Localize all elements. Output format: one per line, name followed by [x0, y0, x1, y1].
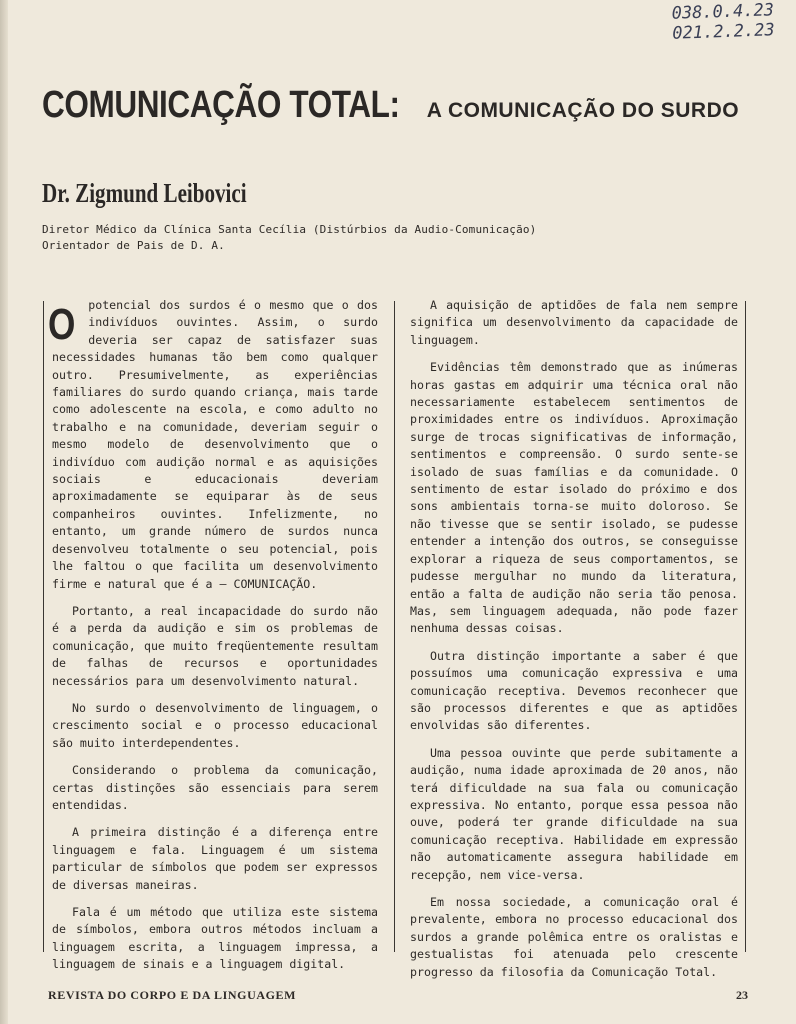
- paragraph: Em nossa sociedade, a comunicação oral é prevalente, embora no processo educacional dos surdos a grande polêmica entre os oralistas e gestualistas foi atenuada pelo crescente progresso da filosofia da Comunicação Total.: [410, 895, 738, 979]
- author-name: Dr. Zigmund Leibovici: [42, 178, 247, 208]
- drop-cap: O: [48, 300, 76, 349]
- paragraph: Fala é um método que utiliza este sistema de símbolos, embora outros métodos incluam a linguagem escrita, a linguagem impressa, a linguagem de sinais e a linguagem digital.: [52, 905, 378, 972]
- paragraph: Considerando o problema da comunicação, certas distinções são essenciais para serem entendidas.: [52, 763, 378, 812]
- center-column-rule: [394, 301, 395, 952]
- affiliation-line-2: Orientador de Pais de D. A.: [42, 239, 225, 252]
- page-number: 23: [736, 988, 748, 1002]
- page-edge: [0, 0, 8, 1024]
- paragraph: A aquisição de aptidões de fala nem sempre significa um desenvolvimento da capacidade de linguagem.: [410, 298, 738, 347]
- paragraph: Uma pessoa ouvinte que perde subitamente a audição, numa idade aproximada de 20 anos, não terá dificuldade na sua fala ou comunicação expressiva. No entanto, porque essa pessoa não ouve, poderá ter grande dificuldade na sua comunicação receptiva. Habilidade em expressão não automaticamente assegura habilidade em recepção, nem vice-versa.: [410, 745, 738, 882]
- paragraph-text: potencial dos surdos é o mesmo que o dos indivíduos ouvintes. Assim, o surdo deveria ser capaz de satisfazer suas necessidades humanas tão bem como qualquer outro. Presumivelmente, as experiências familiares do surdo quando criança, mais tarde como adolescente na escola, e como adulto no trabalho e na comunidade, deveriam seguir o mesmo modelo de desenvolvimento que o indivíduo com audição normal e as aquisições sociais e educacionais deveriam aproximadamente se equiparar às de seus companheiros ouvintes. Infelizmente, no entanto, um grande número de surdos nunca desenvolveu totalmente o seu potencial, pois lhe faltou o que facilita um desenvolvimento firme e natural que é a — COMUNICAÇÃO.: [52, 298, 378, 591]
- paragraph: Outra distinção importante a saber é que possuímos uma comunicação expressiva e uma comunicação receptiva. Devemos reconhecer que são processos diferentes e que as aptidões envolvidas são diferentes.: [410, 648, 738, 733]
- left-column-rule: [43, 301, 44, 952]
- paragraph: [48, 297, 378, 593]
- journal-name: REVISTA DO CORPO E DA LINGUAGEM: [48, 988, 297, 1002]
- paragraph: No surdo o desenvolvimento de linguagem, o crescimento social e o processo educacional são muito interdependentes.: [52, 700, 378, 750]
- paragraph: A primeira distinção é a diferença entre linguagem e fala. Linguagem é um sistema particular de símbolos que podem ser expressos de diversas maneiras.: [52, 825, 378, 892]
- paragraph: Portanto, a real incapacidade do surdo não é a perda da audição e sim os problemas de comunicação, que muito freqüentemente resultam de falhas de recursos e oportunidades necessários para um desenvolvimento natural.: [52, 603, 378, 688]
- paragraph: Evidências têm demonstrado que as inúmeras horas gastas em adquirir uma técnica oral não necessariamente estabelecem sentimentos de proximidades entre os indivíduos. Aproximação surge de trocas significativas de informação, sentimentos e compreensão. O surdo sente-se isolado de suas famílias e da comunidade. O sentimento de estar isolado do próximo e dos sons ambientais torna-se muito doloroso. Se não tivesse que se sentir isolado, se pudesse entender a intenção dos outros, se conseguisse explorar a riqueza de seus comportamentos, se pudesse mergulhar no mundo da literatura, então a falta de audição não seria tão penosa. Mas, sem linguagem adequada, não pode fazer nenhuma dessas coisas.: [410, 360, 738, 636]
- right-column: [410, 297, 738, 991]
- title-sub: A COMUNICAÇÃO DO SURDO: [426, 99, 740, 122]
- right-column-rule: [745, 301, 746, 952]
- left-column: [48, 297, 378, 984]
- annotation-line-1: 038.0.4.23: [670, 0, 774, 24]
- author-affiliation: [42, 222, 536, 254]
- title-main: COMUNICAÇÃO TOTAL:: [42, 84, 400, 126]
- affiliation-line-1: Diretor Médico da Clínica Santa Cecília (Distúrbios da Audio-Comunicação): [42, 223, 537, 236]
- annotation-line-2: 021.2.2.23: [671, 20, 775, 44]
- article-title: [42, 84, 782, 127]
- handwritten-annotation: [671, 0, 775, 44]
